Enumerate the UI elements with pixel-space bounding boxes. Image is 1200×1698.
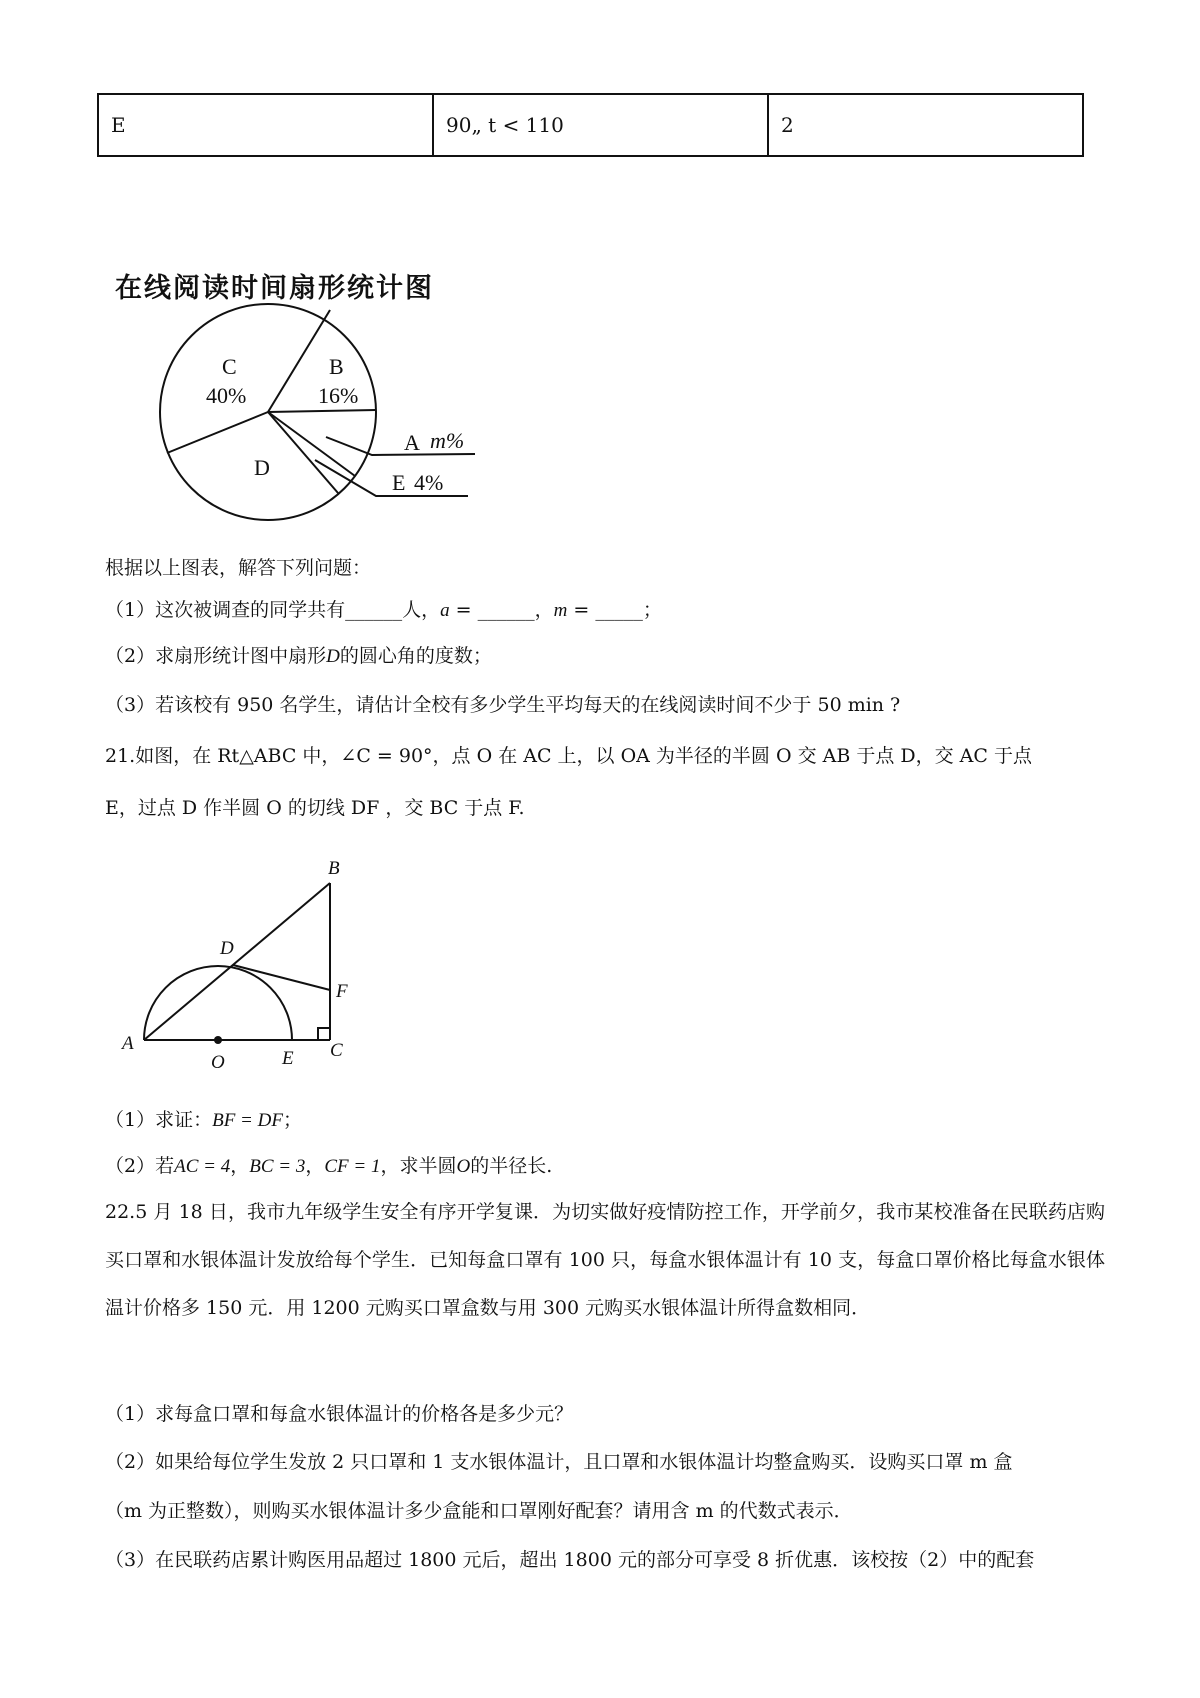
q21-part2-text-3: 的半径长. (470, 1155, 553, 1177)
q21-part2-text-2: ，求半圆 (380, 1155, 457, 1177)
pie-label-c: C (222, 354, 237, 379)
q20-part2-var-d: D (326, 646, 340, 667)
pie-label-a-pct: m% (430, 428, 465, 453)
table-cell-count: 2 (768, 94, 1083, 156)
point-label-f: F (336, 981, 348, 1002)
q21-part2 (105, 1154, 552, 1179)
table-row (98, 94, 1083, 156)
pie-label-e: E (392, 470, 406, 495)
q21-part2-text: （2）若 (105, 1155, 175, 1177)
point-label-d: D (220, 938, 234, 959)
q21-part1-math: BF = DF (212, 1110, 283, 1131)
point-label-o: O (211, 1052, 225, 1073)
pie-label-c-pct: 40% (206, 383, 247, 408)
frequency-table (97, 93, 1084, 157)
point-label-a: A (122, 1033, 134, 1054)
q22-stem: 22.5 月 18 日，我市九年级学生安全有序开学复课．为切实做好疫情防控工作，开学前夕，我市某校准备在民联药店购买口罩和水银体温计发放给每个学生．已知每盒口罩有 100 只，每盒水银体温计有 10 支，每盒口罩价格比每盒水银体温计价格多 150 元．用 1200 元购买口罩盒数与用 300 元购买水银体温计所得盒数相同． (105, 1201, 1105, 1319)
q20-part1-text-3: = _____； (567, 599, 662, 621)
q21-part2-sep-2: ， (305, 1155, 325, 1177)
q21-stem-line2: E，过点 D 作半圆 O 的切线 DF ，交 BC 于点 F. (105, 797, 525, 819)
q21-part2-var-o: O (456, 1156, 471, 1177)
q21-part1-text: （1）求证： (105, 1109, 213, 1131)
geometry-figure (120, 852, 380, 1082)
q21-part2-math-cf: CF = 1 (324, 1156, 381, 1177)
pie-slice-line (167, 412, 268, 453)
q22-part2-line1: （2）如果给每位学生发放 2 只口罩和 1 支水银体温计，且口罩和水银体温计均整盒购买．设购买口罩 m 盒 (105, 1451, 1013, 1473)
q22-part1: （1）求每盒口罩和每盒水银体温计的价格各是多少元？ (105, 1403, 574, 1425)
pie-slice-line (268, 412, 338, 493)
q20-part1-var-a: a (440, 600, 450, 621)
q20-part2-text: （2）求扇形统计图中扇形 (105, 645, 327, 667)
right-angle-mark (318, 1028, 330, 1040)
pie-label-e-pct: 4% (414, 470, 444, 495)
q20-part1 (105, 598, 662, 623)
pie-slice-line (268, 410, 376, 412)
table-cell-range: 90„ t < 110 (433, 94, 768, 156)
pie-chart (150, 300, 630, 520)
q20-part1-text: （1）这次被调查的同学共有______人， (105, 599, 441, 621)
pie-label-d: D (254, 455, 270, 480)
q22-part3: （3）在民联药店累计购医用品超过 1800 元后，超出 1800 元的部分可享受 8 折优惠．该校按（2）中的配套 (105, 1549, 1035, 1571)
point-label-e: E (282, 1048, 294, 1069)
point-label-c: C (330, 1040, 343, 1061)
q21-part1-text-2: ； (282, 1109, 302, 1131)
q21-part2-sep: ， (230, 1155, 250, 1177)
q20-part2-text-2: 的圆心角的度数； (339, 645, 492, 667)
q20-part1-text-2: = ______， (449, 599, 554, 621)
pie-label-a: A (404, 430, 420, 455)
q22-part2-line2: （m 为正整数），则购买水银体温计多少盒能和口罩刚好配套？请用含 m 的代数式表示． (105, 1500, 853, 1522)
pie-label-b-pct: 16% (318, 383, 359, 408)
pie-label-b: B (329, 354, 344, 379)
q20-intro: 根据以上图表，解答下列问题： (105, 557, 372, 579)
table-cell-group: E (98, 94, 433, 156)
q21-part2-math-ac: AC = 4 (174, 1156, 231, 1177)
q21-part1 (105, 1108, 302, 1133)
pie-chart-title: 在线阅读时间扇形统计图 (115, 273, 434, 304)
q20-part3: （3）若该校有 950 名学生，请估计全校有多少学生平均每天的在线阅读时间不少于 50 min ? (105, 694, 901, 716)
center-point-o (214, 1036, 222, 1044)
tangent-df (233, 965, 330, 990)
q21-part2-math-bc: BC = 3 (249, 1156, 306, 1177)
segment-ab (144, 883, 330, 1040)
q20-part1-var-m: m (553, 600, 568, 621)
q21-stem-line1: 21.如图，在 Rt△ABC 中，∠C = 90°，点 O 在 AC 上，以 OA 为半径的半圆 O 交 AB 于点 D，交 AC 于点 (105, 745, 1032, 767)
point-label-b: B (328, 858, 340, 879)
q20-part2 (105, 644, 492, 669)
